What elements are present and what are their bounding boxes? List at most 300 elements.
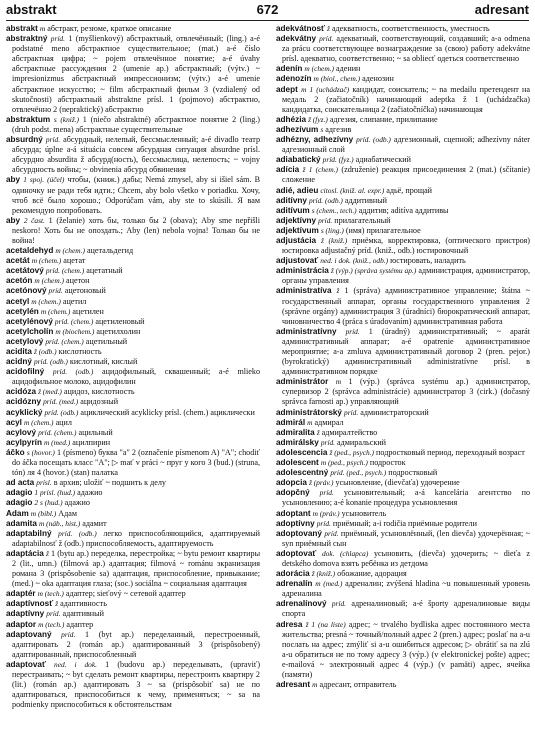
entry-definition: 1 (budovu ap.) переделывать, (upraviť) перестраивать; ~ byt сделать ремонт квартиры, перестроить квартиру 2 (lit.) (román ap.) адаптировать 3 ~ sa (prispôsobiť sa) не по адаптироваться, приспособиться к чему, применяться; ~ sa na podmienky приспособиться к обстоятельствам [12,659,260,710]
last-headword: adresant [474,2,529,17]
entry-headword: áčko [6,447,25,457]
entry-definition: подростковый [388,468,438,478]
entry-headword: acidita [6,347,32,356]
dictionary-entry [6,488,260,498]
entry-grammar: ž (ped., psych.) [329,447,375,457]
entry-grammar: m (tech.) [37,589,64,599]
entry-grammar: 1 prísl. (hud.) [34,488,76,498]
dictionary-entry [276,529,530,549]
entry-headword: abstraktum [6,114,51,124]
dictionary-entry [276,327,530,377]
header-rule [6,20,529,21]
entry-definition: кислотность [58,347,102,356]
entry-definition: ацидоз, кислотность [63,387,135,397]
dictionary-entry [276,448,530,458]
entry-grammar: 2 s (hud.) [34,498,63,508]
entry-grammar: ž [327,24,330,33]
dictionary-entry [6,397,260,407]
entry-definition: ациклический acyklicky prísl. (chem.) ациклически [80,407,255,417]
dictionary-entry [6,549,260,589]
entry-grammar: ž (med.) [38,387,62,397]
entry-grammar: m (chem.) [55,246,85,256]
dictionary-entry [6,24,260,34]
dictionary-entry [6,599,260,609]
entry-definition: усыновить, (dievča) удочерить; ~ dieťa z detského domova взять ребёнка из детдома [282,548,530,568]
entry-grammar: m (chem.) [304,64,334,74]
entry-headword: acidný [6,357,32,367]
entry-definition: усыновитель [341,508,387,518]
dictionary-entry [276,519,530,529]
entry-headword: acetylénový [6,316,53,326]
entry-grammar: m (biol., chem.) [313,74,361,84]
entry-definition: ацетон [66,276,90,286]
entry-headword: aditívny [276,195,307,205]
entry-definition: в архив; uložiť ~ подшить к делу [53,478,166,488]
dictionary-entry [276,599,530,619]
entry-headword: adoptívny [276,518,315,528]
entry-grammar: ž (výp.) (správa systému ap.) [330,266,417,276]
entry-headword: acyl [6,417,22,427]
entry-grammar: m (ped., psych.) [320,458,368,468]
dictionary-entry [6,266,260,276]
entry-definition: ацильный [78,427,113,437]
entry-definition: адмиральский [337,437,387,447]
entry-grammar: príd. [48,286,63,296]
entry-headword: administrátorský [276,407,342,417]
dictionary-entry [276,236,530,256]
dictionary-entry [276,428,530,438]
entry-grammar: 1 spoj. (účel) [23,175,65,185]
dictionary-entry [6,327,260,337]
entry-headword: aby [6,215,21,225]
dictionary-entry [6,367,260,387]
entry-definition: ацетилхолин [96,326,141,336]
dictionary-entry [276,226,530,236]
entry-grammar: m (chem.) [40,306,71,316]
entry-definition: 1 (správa) административное управление; štátna ~ государственный аппарат, органы государственного управления 2 (správne orgány) администрация 3 (úradníci) бюрократический аппарат, чиновничество 4 (práca s úradovaním) административная работа [282,286,530,326]
entry-definition: 1 (byt ap.) переделанный, перестроенный, адаптировать 2 (román ap.) адаптированный 3 (prispôsobený) адаптированный, приспособленный [12,629,260,659]
entry-definition: аденин [336,64,361,74]
entry-grammar: m (bibl.) [30,508,57,518]
dictionary-entry [6,529,260,549]
entry-grammar: príd. (odb.) [44,407,79,417]
entry-headword: adenín [276,64,303,74]
entry-headword: adaptívny [6,609,45,619]
entry-headword: adorácia [276,569,310,579]
entry-grammar: s (hovor.) [26,447,55,457]
entry-headword: administrácia [276,266,329,276]
entry-grammar: ž (fyz.) [308,114,328,124]
entry-headword: acidofilný [6,367,45,377]
entry-grammar: príd. (odb.) [308,195,343,205]
dictionary-entry [6,34,260,115]
entry-grammar: príd. (chem.) [45,266,85,276]
entry-headword: abstrakt [6,24,38,33]
entry-headword: aby [6,175,21,185]
entry-definition: адреналин; zvýšená hladina ~u повышенный уровень адреналина [282,579,530,599]
dictionary-entry [6,387,260,397]
dictionary-entry [6,297,260,307]
entry-headword: adrenalínový [276,599,327,609]
dictionary-entry [6,630,260,660]
entry-headword: acetylový [6,336,44,346]
entry-headword: adjektívum [276,225,319,235]
entry-headword: adenozín [276,74,312,84]
entry-definition: адгезия, слипание, прилипание [329,114,438,124]
entry-grammar: ž [45,548,49,558]
entry-headword: Adam [6,508,29,518]
entry-definition: подросток [369,458,406,468]
entry-definition: адажио [64,498,90,508]
entry-definition: приёмный, усыновлённый, (len dievča) удочерённая; ~ syn приёмный сын [282,528,530,548]
entry-definition: прилагательный [334,215,391,225]
dictionary-entry [276,478,530,488]
entry-definition: ацетатный [86,266,123,276]
entry-definition: кандидат, соискатель; ~ na medailu претендент на медаль 2 (začiatočník) начинающий adeptka ž 1 (uchádzačka) кандидатка, соискательница 2 (začiatočníčka) начинающая [282,84,530,114]
entry-grammar: príd. [320,437,335,447]
entry-definition: Адам [58,508,78,518]
entry-headword: adopčný [276,488,310,498]
entry-headword: adhezívum [276,124,319,134]
dictionary-entry [6,620,260,630]
dictionary-entry [276,135,530,155]
entry-definition: обожание, адорация [337,569,407,579]
entry-definition: (имя) прилагательное [345,225,421,235]
entry-grammar: m (chem.) [23,417,54,427]
entry-headword: adresa [276,619,303,629]
entry-headword: adagio [6,498,33,508]
entry-definition: ацетат [63,256,86,266]
dictionary-entry [276,165,530,185]
entry-definition: 1 (bytu ap.) переделка, перестройка; ~ bytu ремонт квартиры 2 (lit., umn.) (filmová ap.) адаптация; filmová ~ románu экранизация романа 3 (prispôsobenie sa) адаптация, приспособление, привыкание; (med.) ~ oka адаптация глаза; (soc.) sociálna ~ социальная адаптация [12,548,260,589]
dictionary-entry [6,660,260,710]
dictionary-entry [6,115,260,135]
entry-grammar: prísl. [36,478,52,488]
dictionary-entry [276,206,530,216]
entry-headword: adiabatický [276,155,321,165]
entry-headword: adié, adieu [276,185,319,195]
entry-definition: (združenie) реакция присоединения 2 (mat.) (sčítanie) сложение [282,165,530,185]
entry-definition: адреналиновый; a-é športy адреналиновые виды спорта [282,599,530,619]
entry-grammar: m (práv.) [312,508,340,518]
entry-grammar: príd. [50,34,65,44]
entry-headword: administratíva [276,286,332,296]
entry-grammar: ž (kniž.) [311,569,336,579]
entry-grammar: príd. [345,326,360,336]
dictionary-entry [276,620,530,681]
entry-headword: adjustácia [276,235,317,245]
first-headword: abstrakt [6,2,57,17]
entry-headword: adolescentný [276,468,329,478]
entry-definition: аддитив; aditíva аддитивы [358,205,449,215]
entry-definition: подростковый период, переходный возраст [376,447,525,457]
entry-definition: 1 (úradný) административный; ~ aparát административный аппарат; a-é opatrenie административное мероприятие; a-a zmluva административный договор 2 (pren. pejor.) (byrokratický) административный administratívne prísl. в административном порядке [282,326,530,377]
dictionary-entry [276,155,530,165]
dictionary-entry [276,286,530,326]
dictionary-entry [276,488,530,508]
entry-definition: 1 (myšlienkový) абстрактный, отвлечённый; (ling.) a-é podstatné meno абстрактное существительное; (mat.) a-é číslo абстрактная цифра; ~ pojem отвлечённое понятие; a-é úvahy абстрактные рассуждения 2 (umenie ap.) абстрактный; (výtv.) ~ impresionizmus абстрактный импрессионизм; (výtv.) a-é umenie абстрактное искусство; ~ film абстрактный фильм 3 (vzdialený od skutočnosti) абстрактный abstraktne prísl. 1 (pojmovo) абстрактно, отвлечённо 2 (nepraktický) абстрактно [12,34,260,114]
dictionary-entry [6,276,260,286]
entry-definition: абсурдный, нелепый, бессмысленный; a-é divadlo театр абсурда; úplne a-á situácia совсем абсурдная ситуация absurdne prísl. абсурдно absurdita ž абсурд(ность), бессмыслица, нелепость; ~ vojny абсурдность войны; ~ obvinenia абсурд обвинения [12,135,260,175]
entry-grammar: m (chem.) [31,296,61,306]
entry-grammar: príd. (med.) [43,397,79,407]
entry-grammar: s (chem., tech.) [311,205,357,215]
entry-definition: ацетоновый [64,286,106,296]
dictionary-entry [276,115,530,125]
entry-grammar: príd. (odb.) [356,135,391,145]
dictionary-entry [6,418,260,428]
entry-grammar: príd. (chem.) [38,427,77,437]
entry-grammar: m (chem.) [34,276,64,286]
entry-definition: ацетальдегид [86,246,134,256]
entry-headword: acetátový [6,266,44,276]
entry-grammar: m (tech.) [38,619,65,629]
entry-grammar: príd. [319,34,334,44]
entry-definition: адгезионный, сцепной; adhezívny náter адгезионный слой [282,135,530,155]
dictionary-entry [6,246,260,256]
dictionary-entry [276,216,530,226]
dictionary-entry [276,125,530,135]
entry-grammar: ž (odb.) [33,347,57,356]
entry-headword: adjustovať [276,256,319,266]
entry-headword: adoptovať [276,548,317,558]
dictionary-entry [6,609,260,619]
entry-headword: acetát [6,256,30,266]
entry-definition: адамит [82,518,107,528]
entry-headword: adrenalín [276,579,313,589]
dictionary-entry [276,579,530,599]
entry-grammar: ž [336,286,340,296]
entry-grammar: 2 čast. [23,215,45,225]
dictionary-entry [276,266,530,286]
entry-grammar: ž (kniž.) [320,235,348,245]
entry-definition: адмирал [314,417,344,427]
entry-definition: ацетил [62,296,87,306]
entry-headword: acetyl [6,296,30,306]
entry-headword: adagio [6,488,33,498]
entry-headword: adept [276,84,298,94]
entry-grammar: s (kniž.) [53,114,80,124]
entry-definition: адгезив [325,124,352,134]
entry-headword: acetylcholín [6,326,54,336]
entry-headword: adhézny, adhezívny [276,135,354,145]
entry-headword: acylpyrín [6,437,42,447]
entry-grammar: m [39,24,46,33]
entry-definition: аденозин [362,74,394,84]
entry-grammar: m [335,377,342,387]
dictionary-entry [6,337,260,347]
entry-grammar: dok. (chlapca) [321,548,369,558]
entry-definition: адмиралтейство [321,427,378,437]
entry-grammar: príd. (odb.) [33,357,68,367]
dictionary-entry [6,175,260,215]
dictionary-entry [276,509,530,519]
entry-headword: adaptabilný [6,528,52,538]
entry-grammar: m (med.) [315,579,343,589]
entry-grammar: príd. (ped., psych.) [330,468,387,478]
entry-headword: adaptor [6,619,37,629]
entry-grammar: m 1 (uchádzač) [301,84,350,94]
entry-headword: acidóza [6,387,37,397]
entry-headword: acyklický [6,407,43,417]
dictionary-entry [276,186,530,196]
entry-definition: аддитивный [344,195,388,205]
dictionary-entry [6,448,260,478]
dictionary-entry [276,377,530,407]
entry-headword: admirál [276,417,306,427]
entry-grammar: príd. [331,599,347,609]
entry-headword: acidózny [6,397,42,407]
entry-grammar: príd. [316,518,331,528]
entry-grammar: príd. (fyz.) [322,155,354,165]
dictionary-entry [6,589,260,599]
entry-grammar: s (ling.) [320,225,344,235]
entry-grammar: ž [316,427,320,437]
entry-headword: acylový [6,427,37,437]
entry-grammar: príd. [319,488,334,498]
entry-headword: acetylén [6,306,39,316]
dictionary-entry [6,317,260,327]
left-column [6,24,260,752]
entry-definition: 1 (niečo abstraktné) абстрактное понятие 2 (ling.) (druh podst. mena) абстрактные существительные [12,114,260,134]
entry-headword: aditívum [276,205,310,215]
entry-definition: ацидозный [80,397,119,407]
entry-headword: adamita [6,518,37,528]
entry-headword: adaptovať [6,659,46,669]
entry-definition: легко приспособляющийся, адаптируемый adaptabilnosť ž (odb.) приспособляемость, адаптируемость [12,528,260,548]
dictionary-entry [276,549,530,569]
entry-grammar: príd. [61,629,76,639]
entry-grammar: ž [55,599,59,609]
entry-definition: ацетильный [85,336,128,346]
entry-definition: администрация, администратор, органы управления [282,266,530,286]
entry-grammar: príd. (chem.) [54,316,94,326]
entry-grammar: m (med.) [43,437,71,447]
entry-definition: адрес; ~ trvalého bydliska адрес постоянного места жительства; presná ~ точный/полный адрес 2 (pren.) адрес; poslať na a-u послать на адрес; zmýliť si a-u ошибиться адресом; ▷ obrátiť sa na zlú a-u обратиться не по тому адресу 3 (výp.) (v elektronickej pošte) адрес; e-mailová ~ электронный адрес 4 (výp.) (v pamäti) адрес, ячейка (памяти) [282,619,530,679]
entry-headword: adoptovaný [276,528,322,538]
entry-headword: admiralita [276,427,315,437]
entry-headword: administratívny [276,326,337,336]
entry-grammar: m (biochem.) [55,326,95,336]
entry-grammar: príd. (odb.) [52,367,94,377]
entry-definition: 1 (písmeno) буква "а" 2 (označenie písmenom A) "А"; chodiť do áčka посещать класс "А"; ▷ mať v práci ~ пруг у кого 3 (bud.) (struna, tón) ля 4 (hovor.) (stan) палатка [12,447,260,478]
dictionary-entry [6,498,260,508]
entry-grammar: m (náb., hist.) [38,518,81,528]
entry-grammar: príd. [344,407,359,417]
entry-grammar: príd. [45,135,61,145]
entry-grammar: citosl. (kniž. al. expr.) [320,185,385,195]
entry-headword: adaptívnosť [6,599,54,609]
entry-headword: admirálsky [276,437,319,447]
entry-grammar: príd. [46,609,61,619]
entry-grammar: ned. i dok. (kniž., odb.) [320,256,389,266]
entry-grammar: m (chem.) [31,256,62,266]
entry-definition: абстракт, резюме, краткое описание [47,24,172,33]
entry-headword: administrátor [276,377,329,387]
entry-headword: adekvátnosť [276,24,325,33]
entry-headword: absurdný [6,135,43,145]
entry-grammar: m [312,680,318,690]
dictionary-entry [6,408,260,418]
entry-headword: adolescent [276,458,319,468]
entry-headword: acetón [6,276,33,286]
entry-grammar: príd. (chem.) [45,336,84,346]
dictionary-entry [276,569,530,579]
entry-definition: адаптер; sieťový ~ сетевой адаптер [65,589,186,599]
entry-definition: ацидофильный, сквашенный; a-é mlieko ацидофильное молоко, ацидофилин [12,367,260,387]
entry-headword: adjektívny [276,215,317,225]
entry-grammar: príd. [324,528,339,538]
entry-definition: адекватный, соответствующий, создавший; a-a odmena za prácu соответствующее вознаграждение за (свою) работу adekvátne prísl. адекватно, соответственно; ~ sa obliecť одеться соответственно [282,34,530,64]
entry-grammar: ž 1 (chem.) [302,165,339,175]
entry-definition: администраторский [360,407,429,417]
entry-headword: adoptant [276,508,311,518]
dictionary-entry [276,196,530,206]
entry-definition: усыновительный; a-á kancelária агентство по усыновлению; a-é konanie процедура усыновления [282,488,530,508]
entry-headword: acetónový [6,286,47,296]
dictionary-entry [6,519,260,529]
dictionary-entry [6,286,260,296]
dictionary-entry [276,85,530,115]
entry-grammar: ž 1 (na liste) [305,619,346,629]
entry-definition: юстировать, наладить [390,256,466,266]
entry-definition: ацетиленовый [95,316,145,326]
dictionary-entry [276,458,530,468]
dictionary-entry [276,438,530,448]
entry-grammar: m [307,417,313,427]
entry-definition: адиабатический [355,155,411,165]
dictionary-entry [6,307,260,317]
entry-grammar: ž (práv.) [308,478,334,488]
entry-definition: адажио [77,488,103,498]
entry-definition: кислотный, кислый [69,357,138,367]
entry-definition: адресант, отправитель [319,680,397,690]
entry-definition: чтобы, (книж.) дабы; Nemá zmysel, aby si išiel sám. В одиночку не ради тебя идти.; Chcem, aby bolo všetko v poriadku. Хочу, чтоб всё было хорошо.; Odporúčam vám, aby ste to skúsili. Я вам рекомендую попробовать. [12,175,260,215]
right-column [276,24,530,752]
dictionary-entry [6,478,260,488]
dictionary-entry [6,347,260,357]
entry-headword: adresant [276,680,311,690]
entry-headword: adaptér [6,589,36,599]
dictionary-entry [276,74,530,84]
dictionary-entry [276,408,530,418]
entry-definition: усыновление, (dievčaťa) удочерение [335,478,460,488]
entry-definition: приёмка, корректировка, (оптического пристроя) юстировка adjustačný príd. (kniž., odb.) юстировочный [282,235,530,256]
entry-headword: acetaldehyd [6,246,54,256]
dictionary-entry [6,216,260,246]
entry-headword: adhézia [276,114,307,124]
entry-headword: adícia [276,165,300,175]
dictionary-entry [6,256,260,266]
entry-definition: адаптивный [62,609,104,619]
dictionary-entry [6,438,260,448]
entry-definition: адьё, прощай [386,185,433,195]
entry-definition: 1 (výp.) (správca systému ap.) администратор, супервизор 2 (správca administrácie) администратор 3 (cirk.) (dočasný správca farnosti ap.) управляющий [282,377,530,407]
dictionary-entry [276,24,530,34]
dictionary-entry [276,680,530,690]
dictionary-entry [6,509,260,519]
entry-headword: adaptácia [6,548,44,558]
entry-headword: adekvátny [276,34,317,44]
entry-definition: 1 (želanie) хоть бы, только бы 2 (obava); Aby sme nepřišli neskoro! Хоть бы не опоздать.; Aby (len) nebola vojna! Только бы не война! [12,215,260,245]
entry-grammar: s [320,124,324,134]
dictionary-entry [276,256,530,266]
entry-headword: adolescencia [276,447,328,457]
entry-grammar: príd. [318,215,333,225]
dictionary-entry [276,34,530,64]
page-number: 672 [256,2,279,17]
page-header [6,2,529,19]
